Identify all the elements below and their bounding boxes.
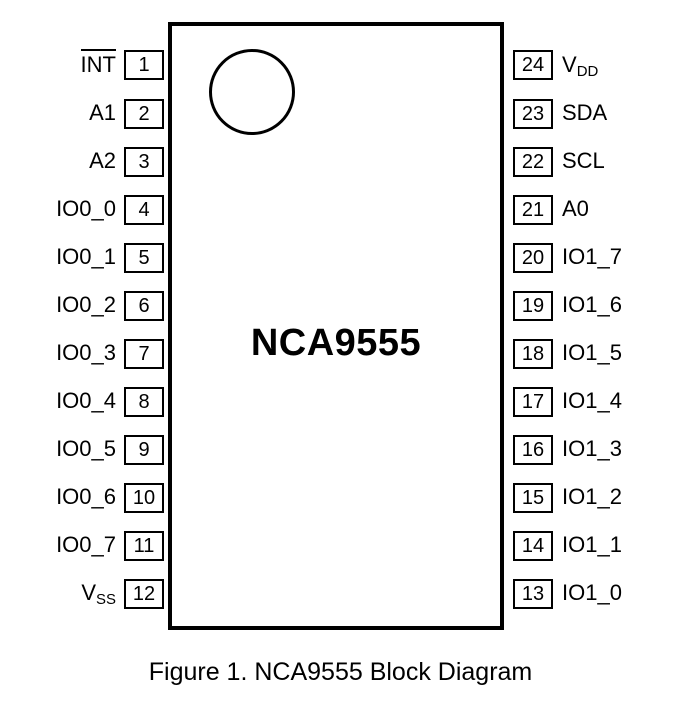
pin-number-left-9: 9 (124, 435, 164, 465)
pin-label-right-17: IO1_4 (562, 388, 622, 413)
pin-label-right-22: SCL (562, 148, 605, 173)
pin-number-right-14: 14 (513, 531, 553, 561)
pin-number-right-24: 24 (513, 50, 553, 80)
pin-label-left-12 (0, 578, 116, 611)
pin1-notch-icon (209, 49, 295, 135)
pin-number-right-23: 23 (513, 99, 553, 129)
pin-label-right-21: A0 (562, 196, 589, 221)
pin-label-right-13: IO1_0 (562, 580, 622, 605)
pin-label-left-1-text: INT (81, 49, 116, 77)
pin-number-right-18: 18 (513, 339, 553, 369)
pin-label-right-24 (562, 50, 681, 83)
pin-label-left-2: A1 (89, 100, 116, 125)
pin-number-left-3: 3 (124, 147, 164, 177)
pin-label-left-3: A2 (89, 148, 116, 173)
pin-label-left-12-sub: SS (96, 591, 116, 609)
pin-number-left-2: 2 (124, 99, 164, 129)
pin-label-left-4: IO0_0 (56, 196, 116, 221)
pin-number-right-20: 20 (513, 243, 553, 273)
pin-number-left-7: 7 (124, 339, 164, 369)
pin-label-left-6: IO0_2 (56, 292, 116, 317)
pin-label-right-14: IO1_1 (562, 532, 622, 557)
chip-part-number: NCA9555 (250, 322, 422, 364)
pin-label-right-24-sub: DD (576, 63, 599, 81)
pin-number-right-22: 22 (513, 147, 553, 177)
pin-number-left-12: 12 (124, 579, 164, 609)
pin-label-left-12-base: V (81, 580, 97, 605)
figure-caption: Figure 1. NCA9555 Block Diagram (148, 658, 533, 686)
pin-number-left-4: 4 (124, 195, 164, 225)
pin-number-right-16: 16 (513, 435, 553, 465)
pin-number-left-1: 1 (124, 50, 164, 80)
pin-label-right-15: IO1_2 (562, 484, 622, 509)
pin-label-right-23: SDA (562, 100, 608, 125)
pin-label-right-18: IO1_5 (562, 340, 622, 365)
pin-label-right-19: IO1_6 (562, 292, 622, 317)
pin-label-right-20: IO1_7 (562, 244, 622, 269)
pin-number-right-21: 21 (513, 195, 553, 225)
pin-number-left-11: 11 (124, 531, 164, 561)
pin-number-left-8: 8 (124, 387, 164, 417)
pin-label-left-5: IO0_1 (56, 244, 116, 269)
pin-label-left-1 (0, 50, 116, 80)
pin-number-left-6: 6 (124, 291, 164, 321)
pin-label-left-8: IO0_4 (56, 388, 116, 413)
pin-label-left-7: IO0_3 (56, 340, 116, 365)
pin-label-left-9: IO0_5 (56, 436, 116, 461)
pin-number-right-13: 13 (513, 579, 553, 609)
pin-number-left-5: 5 (124, 243, 164, 273)
pin-label-right-24-base: V (562, 52, 577, 77)
pin-number-right-15: 15 (513, 483, 553, 513)
pin-label-left-10: IO0_6 (56, 484, 116, 509)
pin-label-left-11: IO0_7 (56, 532, 116, 557)
pin-number-right-17: 17 (513, 387, 553, 417)
pin-number-left-10: 10 (124, 483, 164, 513)
pin-label-right-16: IO1_3 (562, 436, 622, 461)
pin-number-right-19: 19 (513, 291, 553, 321)
